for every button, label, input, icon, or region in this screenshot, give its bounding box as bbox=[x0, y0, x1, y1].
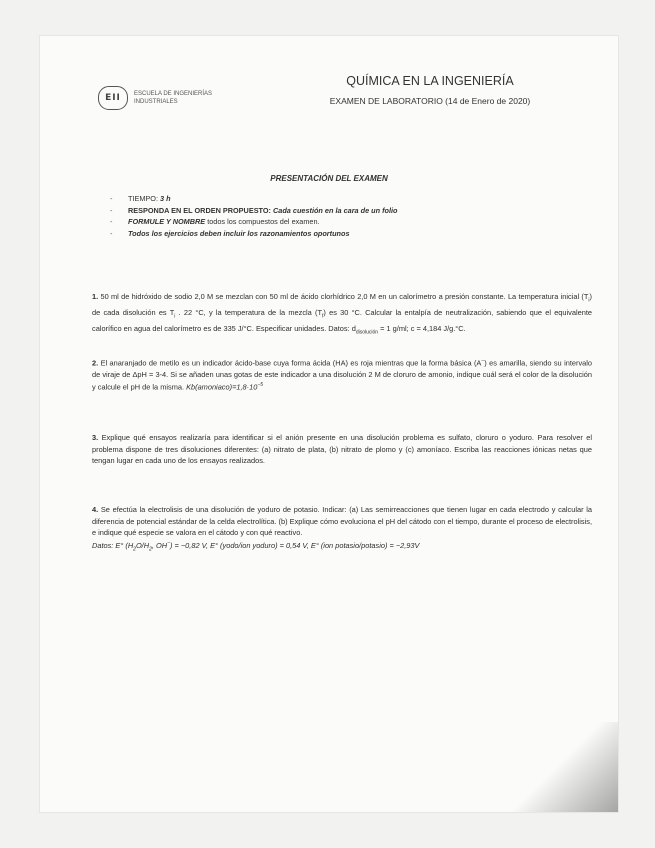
logo-mark: EII bbox=[98, 86, 128, 110]
exam-page bbox=[40, 36, 618, 812]
rule-order: - RESPONDA EN EL ORDEN PROPUESTO: Cada cuestión en la cara de un folio bbox=[110, 205, 398, 217]
rules-list bbox=[110, 193, 398, 239]
rule-formulas: - FORMULE Y NOMBRE todos los compuestos del examen. bbox=[110, 216, 398, 228]
logo-text: ESCUELA DE INGENIERÍAS INDUSTRIALES bbox=[134, 91, 213, 105]
exam-subtitle: EXAMEN DE LABORATORIO (14 de Enero de 2020) bbox=[329, 96, 531, 106]
question-1: 1. 50 ml de hidróxido de sodio 2,0 M se mezclan con 50 ml de ácido clorhídrico 2,0 M en un calorímetro a presión constante. La temperatura inicial $(T_i)$ de cada disolución es $T_i$ . 22 °C, y la temperatura de la mezcla $(T_f)$ es 30 °C. Calcular la entalpía de neutralización, sabiendo que el equivalente calorífico en agua del calorímetro es de 335 J/°C. Especificar unidades. Datos: $d_{disolución} = 1$ g/ml; c = 4,184 J/g.°C. bbox=[92, 292, 592, 336]
page-shadow bbox=[468, 722, 618, 812]
rule-reasoning: - Todos los ejercicios deben incluir los razonamientos oportunos bbox=[110, 228, 398, 240]
exam-header bbox=[310, 74, 550, 106]
course-title: QUÍMICA EN LA INGENIERÍA bbox=[346, 74, 514, 88]
question-4: 4. Se efectúa la electrolisis de una disolución de yoduro de potasio. Indicar: (a) Las semirreacciones que tienen lugar en cada electrodo y calcular la diferencia de potencial estándar de la celda electrolítica. (b) Explique cómo evoluciona el pH del cátodo con el tiempo, durante el proceso de electrolisis, e indique qué especie se valora en el cátodo y con qué reactivo. Datos: E° ($H_2O/H_2$, OH−) = −0,82 V, E° (yodo/ion yoduro) = 0,54 V, E° (ion potasio/potasio) = −2,93V bbox=[92, 505, 592, 553]
rule-time: - TIEMPO: 3 h bbox=[110, 193, 398, 205]
school-logo bbox=[98, 86, 229, 110]
question-4-data: Datos: E° ($H_2O/H_2$, OH−) = −0,82 V, E° (yodo/ion yoduro) = 0,54 V, E° (ion potasio/potasio) = −2,93V bbox=[92, 540, 420, 553]
question-2: 2. El anaranjado de metilo es un indicador ácido-base cuya forma ácida (HA) es roja mientras que la forma básica (A−) es amarilla, siendo su intervalo de viraje de ΔpH = 3-4. Si se añaden unas gotas de este indicador a una disolución 2 M de cloruro de amonio, indique cuál será el color de la disolución y calcule el pH de la misma. $Kb(amoniaco)=1,8\cdot 10^{-5}$ bbox=[92, 358, 593, 392]
section-title: PRESENTACIÓN DEL EXAMEN bbox=[270, 174, 388, 183]
question-3: 3. Explique qué ensayos realizaría para identificar si el anión presente en una disolución problema es sulfato, cloruro o yoduro. Para resolver el problema dispone de tres disoluciones diferentes: (a) nitrato de plata, (b) nitrato de plomo y (c) amoníaco. Escriba las reacciones iónicas netas que tengan lugar en cada uno de los ensayos realizados. bbox=[92, 433, 592, 465]
